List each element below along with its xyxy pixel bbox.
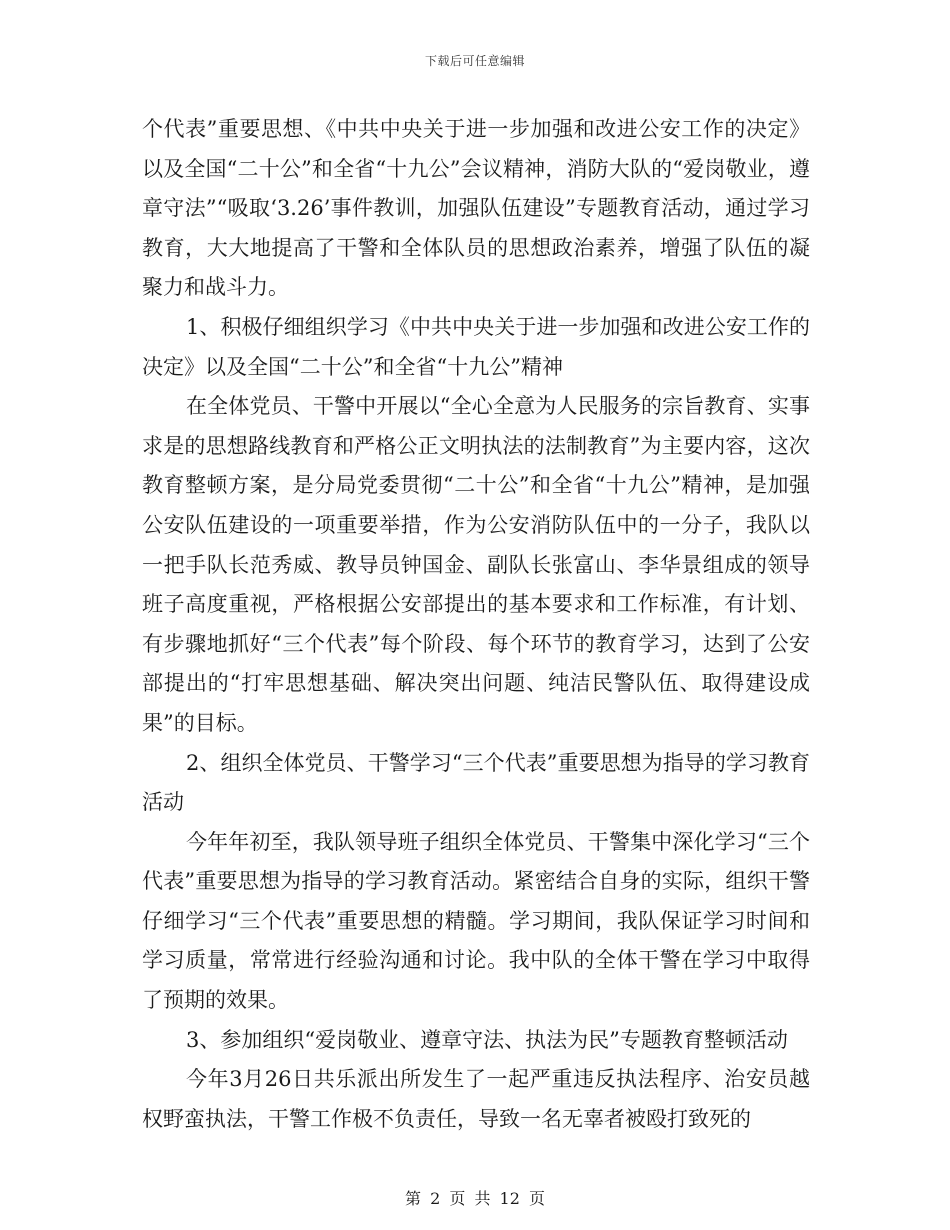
section-heading-1: 1、积极仔细组织学习《中共中央关于进一步加强和改进公安工作的决定》以及全国“二十公”和全省“十九公”精神 bbox=[142, 314, 810, 379]
page-header: 下载后可任意编辑 bbox=[424, 54, 525, 68]
paragraph-section-2: 今年年初至，我队领导班子组织全体党员、干警集中深化学习“三个代表”重要思想为指导的学习教育活动。紧密结合自身的实际，组织干警仔细学习“三个代表”重要思想的精髓。学习期间，我队保证学习时间和学习质量，常常进行经验沟通和讨论。我中队的全体干警在学习中取得了预期的效果。 bbox=[142, 829, 810, 1013]
document-body bbox=[142, 110, 810, 1139]
section-heading-2: 2、组织全体党员、干警学习“三个代表”重要思想为指导的学习教育活动 bbox=[142, 750, 810, 815]
paragraph-intro-continued: 个代表”重要思想、《中共中央关于进一步加强和改进公安工作的决定》以及全国“二十公”和全省“十九公”会议精神，消防大队的“爱岗敬业，遵章守法”“吸取‘3.26’事件教训，加强队伍建设”专题教育活动，通过学习教育，大大地提高了干警和全体队员的思想政治素养，增强了队伍的凝聚力和战斗力。 bbox=[142, 117, 810, 300]
paragraph-section-1: 在全体党员、干警中开展以“全心全意为人民服务的宗旨教育、实事求是的思想路线教育和严格公正文明执法的法制教育”为主要内容，这次教育整顿方案，是分局党委贯彻“二十公”和全省“十九公”精神，是加强公安队伍建设的一项重要举措，作为公安消防队伍中的一分子，我队以一把手队长范秀威、教导员钟国金、副队长张富山、李华景组成的领导班子高度重视，严格根据公安部提出的基本要求和工作标准，有计划、有步骤地抓好“三个代表”每个阶段、每个环节的教育学习，达到了公安部提出的“打牢思想基础、解决突出问题、纯洁民警队伍、取得建设成果”的目标。 bbox=[142, 394, 810, 735]
page-number: 第 2 页 共 12 页 bbox=[405, 1189, 545, 1208]
paragraph-section-3: 今年3月26日共乐派出所发生了一起严重违反执法程序、治安员越权野蛮执法，干警工作极不负责任，导致一名无辜者被殴打致死的 bbox=[142, 1067, 810, 1131]
section-heading-3: 3、参加组织“爱岗敬业、遵章守法、执法为民”专题教育整顿活动 bbox=[186, 1027, 788, 1052]
